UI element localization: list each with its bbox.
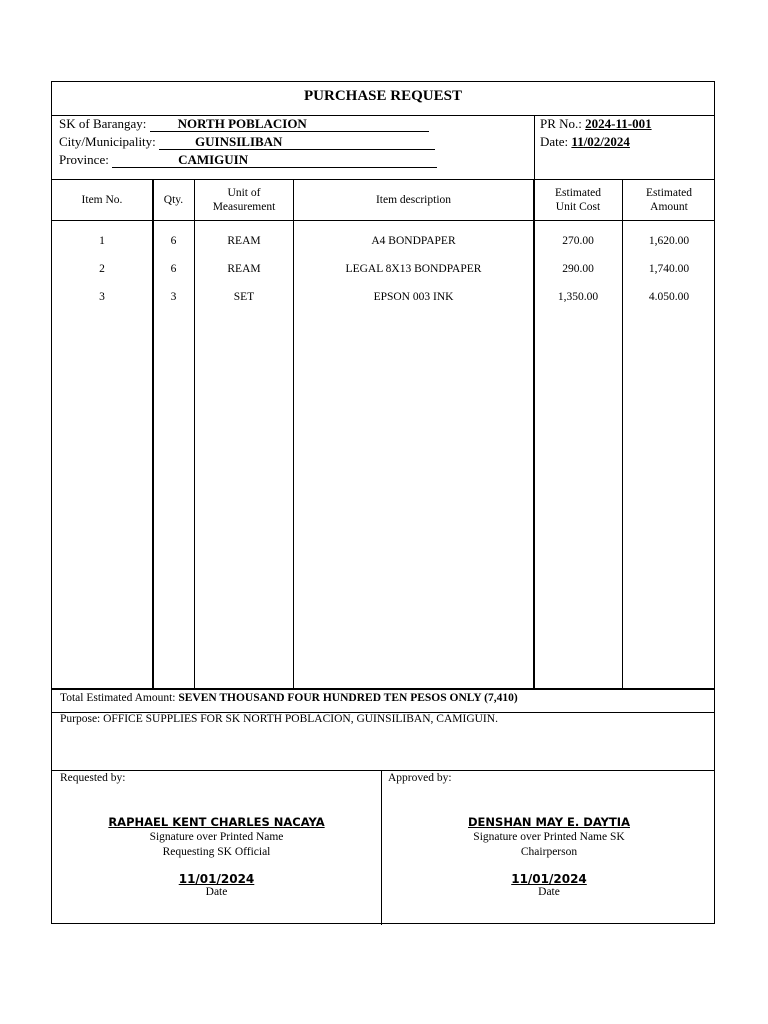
requested-date-caption: Date — [205, 886, 228, 898]
total-label: Total Estimated Amount: — [60, 692, 176, 704]
requester-caption: Signature over Printed Name — [149, 831, 284, 843]
col-head-unit: Unit of Measurement — [212, 187, 276, 213]
province-line — [59, 152, 437, 168]
purpose-label: Purpose: — [60, 713, 101, 725]
city-value: GUINSILIBAN — [195, 134, 283, 149]
pr-no-value: 2024-11-001 — [585, 116, 652, 131]
province-label: Province: — [59, 152, 109, 167]
sk-barangay-label: SK of Barangay: — [59, 116, 147, 131]
row-amount: 1,740.00 — [648, 263, 690, 275]
divider-pr-block — [534, 115, 535, 179]
approver-role: Chairperson — [520, 846, 578, 858]
row-unit: REAM — [227, 235, 261, 247]
province-value: CAMIGUIN — [178, 152, 249, 167]
col-head-amount: Estimated Amount — [646, 187, 692, 213]
row-item-no: 2 — [99, 263, 105, 275]
row-unit-cost: 270.00 — [562, 235, 594, 247]
approved-by-label: Approved by: — [388, 772, 452, 784]
row-qty: 3 — [170, 291, 177, 303]
row-amount: 4.050.00 — [648, 291, 690, 303]
col-divider-desc — [293, 179, 294, 689]
approved-date-block — [382, 872, 716, 898]
sk-barangay-line — [59, 116, 429, 132]
sk-barangay-value: NORTH POBLACION — [177, 116, 307, 131]
row-unit-cost: 1,350.00 — [557, 291, 599, 303]
col-head-item-no: Item No. — [81, 194, 123, 206]
row-qty: 6 — [170, 235, 177, 247]
purpose-value: OFFICE SUPPLIES FOR SK NORTH POBLACION, GUINSILIBAN, CAMIGUIN. — [103, 713, 498, 725]
divider-purpose — [52, 770, 714, 771]
col-divider-qty — [152, 179, 154, 689]
row-unit: SET — [233, 291, 255, 303]
row-qty: 6 — [170, 263, 177, 275]
date-label: Date: — [540, 134, 569, 149]
purchase-request-form — [51, 81, 715, 924]
pr-no-label: PR No.: — [540, 116, 582, 131]
col-divider-amount — [622, 179, 623, 689]
requested-by-block — [52, 815, 381, 860]
date-value: 11/02/2024 — [571, 134, 630, 149]
requested-by-label: Requested by: — [60, 772, 126, 784]
purpose — [60, 713, 498, 725]
form-title: PURCHASE REQUEST — [304, 88, 462, 104]
row-description: EPSON 003 INK — [373, 291, 454, 303]
row-description: A4 BONDPAPER — [371, 235, 456, 247]
city-label: City/Municipality: — [59, 134, 156, 149]
col-divider-cost — [533, 179, 535, 689]
col-head-qty: Qty. — [163, 194, 184, 206]
requested-date: 11/01/2024 — [178, 872, 255, 886]
col-head-unit-cost: Estimated Unit Cost — [555, 187, 601, 213]
total-value: SEVEN THOUSAND FOUR HUNDRED TEN PESOS ONLY (7,410) — [178, 692, 518, 704]
city-line — [59, 134, 435, 150]
pr-no-line — [540, 116, 652, 132]
approved-date: 11/01/2024 — [511, 872, 587, 886]
total-estimated-amount — [60, 692, 518, 704]
row-amount: 1,620.00 — [648, 235, 690, 247]
requested-date-block — [52, 872, 381, 898]
approved-date-caption: Date — [538, 886, 560, 898]
row-item-no: 3 — [99, 291, 105, 303]
row-item-no: 1 — [99, 235, 105, 247]
approver-name: DENSHAN MAY E. DAYTIA — [468, 815, 630, 829]
row-unit: REAM — [227, 263, 261, 275]
requester-name: RAPHAEL KENT CHARLES NACAYA — [108, 815, 325, 829]
col-head-description: Item description — [375, 194, 452, 206]
approved-by-block — [382, 815, 716, 860]
col-divider-unit — [194, 179, 195, 689]
approver-caption: Signature over Printed Name SK — [473, 831, 625, 843]
row-description: LEGAL 8X13 BONDPAPER — [345, 263, 482, 275]
date-line — [540, 134, 630, 150]
row-unit-cost: 290.00 — [562, 263, 594, 275]
requester-role: Requesting SK Official — [162, 846, 271, 858]
